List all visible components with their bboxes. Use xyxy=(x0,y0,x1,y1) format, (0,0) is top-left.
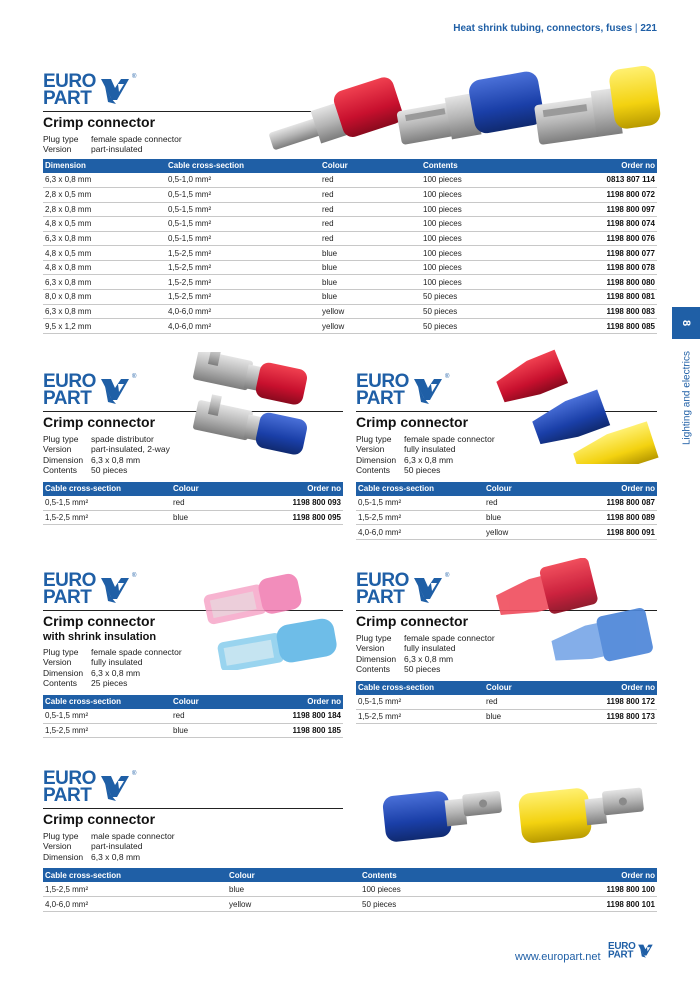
table-cell: 4,0-6,0 mm² xyxy=(43,897,227,912)
table-cell: 100 pieces xyxy=(421,231,527,246)
table-row xyxy=(356,525,657,540)
order-number: 1198 800 072 xyxy=(527,187,657,202)
table-cell: blue xyxy=(484,510,547,525)
table-cell: blue xyxy=(320,275,421,290)
table-cell: 1,5-2,5 mm² xyxy=(166,246,320,261)
order-number: 1198 800 091 xyxy=(547,525,657,540)
shrink-insulation-connectors-image xyxy=(200,566,342,670)
table-cell: red xyxy=(484,496,547,511)
table-cell: red xyxy=(171,709,233,724)
page-header: Heat shrink tubing, connectors, fuses | 221 xyxy=(453,23,657,34)
table-cell: 50 pieces xyxy=(421,290,527,305)
table-cell: 0,5-1,5 mm² xyxy=(43,496,171,511)
table-cell: blue xyxy=(484,709,547,724)
table-cell: red xyxy=(320,202,421,217)
table-cell: 8,0 x 0,8 mm xyxy=(43,290,166,305)
order-number: 1198 800 078 xyxy=(527,260,657,275)
properties: Plug type female spade connector Version fully insulated Dimension 6,3 x 0,8 mm Contents 25 pieces xyxy=(43,647,182,689)
table-row xyxy=(43,260,657,275)
table-cell: blue xyxy=(171,510,233,525)
europart-logo: EURO PART ® xyxy=(356,570,450,608)
page-number: 221 xyxy=(640,23,657,34)
table-cell: 4,0-6,0 mm² xyxy=(356,525,484,540)
fully-insulated-female-connectors-image xyxy=(494,558,660,670)
table-cell: red xyxy=(320,187,421,202)
order-number: 1198 800 093 xyxy=(233,496,343,511)
table-row xyxy=(43,496,343,511)
table-cell: 4,8 x 0,8 mm xyxy=(43,260,166,275)
order-number: 0813 807 114 xyxy=(527,173,657,188)
section-subtitle: with shrink insulation xyxy=(43,631,157,643)
table-cell: 4,8 x 0,5 mm xyxy=(43,246,166,261)
table-cell: 0,5-1,5 mm² xyxy=(356,496,484,511)
table-cell: 100 pieces xyxy=(421,275,527,290)
order-number: 1198 800 077 xyxy=(527,246,657,261)
table-row xyxy=(43,304,657,319)
table-cell: 2,8 x 0,5 mm xyxy=(43,187,166,202)
order-number: 1198 800 080 xyxy=(527,275,657,290)
table-cell: blue xyxy=(171,723,233,738)
product-table: Cable cross-section Colour Order no 0,5-1,5 mm² red 1198 800 184 1,5-2,5 mm² blue 1198 800 185 xyxy=(43,695,343,739)
europart-logo: EURO PART ® xyxy=(43,71,137,109)
table-cell: 1,5-2,5 mm² xyxy=(43,882,227,897)
properties: Plug type spade distributor Version part-insulated, 2-way Dimension 6,3 x 0,8 mm Contents 50 pieces xyxy=(43,434,170,476)
properties: Plug type female spade connector Version fully insulated Dimension 6,3 x 0,8 mm Contents 50 pieces xyxy=(356,434,495,476)
table-cell: 50 pieces xyxy=(360,897,493,912)
europart-logo: EURO PART ® xyxy=(43,371,137,409)
table-row xyxy=(43,173,657,188)
product-table: Cable cross-section Colour Contents Order no 1,5-2,5 mm² blue 100 pieces 1198 800 100 4,0-6,0 mm² yellow 50 pieces 1198 800 101 xyxy=(43,868,657,912)
table-cell: red xyxy=(484,695,547,710)
table-cell: 1,5-2,5 mm² xyxy=(43,510,171,525)
europart-logo: EURO PART ® xyxy=(356,371,450,409)
table-row xyxy=(43,187,657,202)
order-number: 1198 800 087 xyxy=(547,496,657,511)
table-cell: yellow xyxy=(320,304,421,319)
chapter-label: Lighting and electrics xyxy=(681,351,693,445)
table-cell: 4,8 x 0,5 mm xyxy=(43,217,166,232)
table-cell: yellow xyxy=(320,319,421,334)
order-number: 1198 800 076 xyxy=(527,231,657,246)
table-cell: red xyxy=(171,496,233,511)
order-number: 1198 800 101 xyxy=(493,897,657,912)
section-rule xyxy=(43,808,343,809)
order-number: 1198 800 097 xyxy=(527,202,657,217)
table-cell: 6,3 x 0,8 mm xyxy=(43,304,166,319)
order-number: 1198 800 083 xyxy=(527,304,657,319)
table-cell: 0,5-1,5 mm² xyxy=(166,187,320,202)
table-cell: 6,3 x 0,8 mm xyxy=(43,231,166,246)
table-row xyxy=(43,202,657,217)
table-cell: 0,5-1,5 mm² xyxy=(166,217,320,232)
website-link[interactable]: www.europart.net xyxy=(515,951,601,963)
product-table: Cable cross-section Colour Order no 0,5-1,5 mm² red 1198 800 087 1,5-2,5 mm² blue 1198 800 089 4,0-6,0 mm² yellow 1198 800 091 xyxy=(356,482,657,540)
table-cell: 50 pieces xyxy=(421,319,527,334)
table-row xyxy=(43,723,343,738)
footer-europart-logo: EURO PART xyxy=(608,942,657,960)
table-cell: red xyxy=(320,217,421,232)
table-cell: 4,0-6,0 mm² xyxy=(166,319,320,334)
europart-mark-icon xyxy=(412,575,444,605)
table-cell: 0,5-1,0 mm² xyxy=(166,173,320,188)
table-cell: 0,5-1,5 mm² xyxy=(166,231,320,246)
table-cell: 100 pieces xyxy=(421,246,527,261)
product-table: Cable cross-section Colour Order no 0,5-1,5 mm² red 1198 800 093 1,5-2,5 mm² blue 1198 800 095 xyxy=(43,482,343,526)
table-cell: yellow xyxy=(484,525,547,540)
section-title: Crimp connector xyxy=(43,811,156,827)
table-row xyxy=(43,709,343,724)
table-cell: yellow xyxy=(227,897,360,912)
chapter-tab[interactable]: 8 xyxy=(672,307,700,339)
fully-insulated-connectors-image xyxy=(492,342,662,464)
section-title: Crimp connector xyxy=(43,114,156,130)
table-cell: blue xyxy=(320,246,421,261)
table-cell: 0,5-1,5 mm² xyxy=(43,709,171,724)
section-title: Crimp connector xyxy=(356,414,469,430)
europart-mark-icon xyxy=(99,575,131,605)
table-cell: red xyxy=(320,231,421,246)
table-cell: 6,3 x 0,8 mm xyxy=(43,275,166,290)
section-title: Crimp connector xyxy=(43,613,156,629)
table-cell: blue xyxy=(320,260,421,275)
table-cell: red xyxy=(320,173,421,188)
order-number: 1198 800 100 xyxy=(493,882,657,897)
properties: Plug type female spade connector Version fully insulated Dimension 6,3 x 0,8 mm Contents 50 pieces xyxy=(356,633,495,675)
table-cell: blue xyxy=(227,882,360,897)
europart-mark-icon xyxy=(637,943,654,959)
table-row xyxy=(356,510,657,525)
section-title: Crimp connector xyxy=(356,613,469,629)
table-row xyxy=(43,510,343,525)
male-spade-connectors-image xyxy=(380,774,650,846)
table-cell: 1,5-2,5 mm² xyxy=(43,723,171,738)
table-cell: 0,5-1,5 mm² xyxy=(166,202,320,217)
table-row xyxy=(43,290,657,305)
europart-mark-icon xyxy=(99,376,131,406)
europart-mark-icon xyxy=(412,376,444,406)
table-row xyxy=(43,897,657,912)
table-row xyxy=(43,275,657,290)
order-number: 1198 800 185 xyxy=(233,723,343,738)
female-spade-connectors-image xyxy=(258,66,663,156)
table-row xyxy=(43,882,657,897)
table-row xyxy=(43,217,657,232)
table-cell: 100 pieces xyxy=(421,173,527,188)
table-cell: 100 pieces xyxy=(421,260,527,275)
header-title: Heat shrink tubing, connectors, fuses xyxy=(453,23,633,34)
table-cell: 6,3 x 0,8 mm xyxy=(43,173,166,188)
table-cell: 100 pieces xyxy=(421,187,527,202)
europart-mark-icon xyxy=(99,773,131,803)
spade-distributor-image xyxy=(185,352,335,462)
table-cell: 100 pieces xyxy=(360,882,493,897)
properties: Plug type male spade connector Version part-insulated Dimension 6,3 x 0,8 mm xyxy=(43,831,175,862)
order-number: 1198 800 173 xyxy=(547,709,657,724)
order-number: 1198 800 081 xyxy=(527,290,657,305)
table-cell: 1,5-2,5 mm² xyxy=(356,709,484,724)
table-row xyxy=(43,246,657,261)
order-number: 1198 800 184 xyxy=(233,709,343,724)
product-table: Dimension Cable cross-section Colour Contents Order no 6,3 x 0,8 mm 0,5-1,0 mm² red 100 pieces 0813 807 114 2,8 x 0,5 mm 0,5-1,5 mm² red 100 pieces 1198 800 072 2,8 x 0,8 mm 0,5-1,5 mm² red 100 pieces 1198 800 097 4,8 x 0,5 mm 0,5-1,5 mm² red 100 pieces 1198 800 074 6,3 x 0,8 mm 0,5-1,5 mm² red 100 pieces 1198 800 076 4,8 x 0,5 mm 1,5-2,5 mm² blue 100 pieces 1198 800 077 4,8 x 0,8 mm 1,5-2,5 mm² blue 100 pieces 1198 800 078 6,3 x 0,8 mm 1,5-2,5 mm² blue 100 pieces 1198 800 080 8,0 x 0,8 mm 1,5-2,5 mm² blue 50 pieces 1198 800 081 6,3 x 0,8 mm 4,0-6,0 mm² yellow 50 pieces 1198 800 083 9,5 x 1,2 mm 4,0-6,0 mm² yellow 50 pieces 1198 800 085 xyxy=(43,159,657,334)
section-title: Crimp connector xyxy=(43,414,156,430)
table-cell: 1,5-2,5 mm² xyxy=(166,275,320,290)
table-row xyxy=(356,695,657,710)
table-cell: 2,8 x 0,8 mm xyxy=(43,202,166,217)
table-cell: 100 pieces xyxy=(421,202,527,217)
table-cell: blue xyxy=(320,290,421,305)
table-cell: 9,5 x 1,2 mm xyxy=(43,319,166,334)
order-number: 1198 800 172 xyxy=(547,695,657,710)
order-number: 1198 800 074 xyxy=(527,217,657,232)
europart-logo: EURO PART ® xyxy=(43,570,137,608)
europart-logo: EURO PART ® xyxy=(43,768,137,806)
table-cell: 4,0-6,0 mm² xyxy=(166,304,320,319)
table-cell: 1,5-2,5 mm² xyxy=(166,260,320,275)
table-cell: 0,5-1,5 mm² xyxy=(356,695,484,710)
table-row xyxy=(43,319,657,334)
table-cell: 1,5-2,5 mm² xyxy=(356,510,484,525)
table-cell: 50 pieces xyxy=(421,304,527,319)
table-row xyxy=(356,709,657,724)
table-cell: 100 pieces xyxy=(421,217,527,232)
order-number: 1198 800 089 xyxy=(547,510,657,525)
order-number: 1198 800 085 xyxy=(527,319,657,334)
table-row xyxy=(43,231,657,246)
europart-mark-icon xyxy=(99,76,131,106)
properties: Plug type female spade connector Version part-insulated xyxy=(43,134,182,155)
table-cell: 1,5-2,5 mm² xyxy=(166,290,320,305)
product-table: Cable cross-section Colour Order no 0,5-1,5 mm² red 1198 800 172 1,5-2,5 mm² blue 1198 800 173 xyxy=(356,681,657,725)
table-row xyxy=(356,496,657,511)
order-number: 1198 800 095 xyxy=(233,510,343,525)
